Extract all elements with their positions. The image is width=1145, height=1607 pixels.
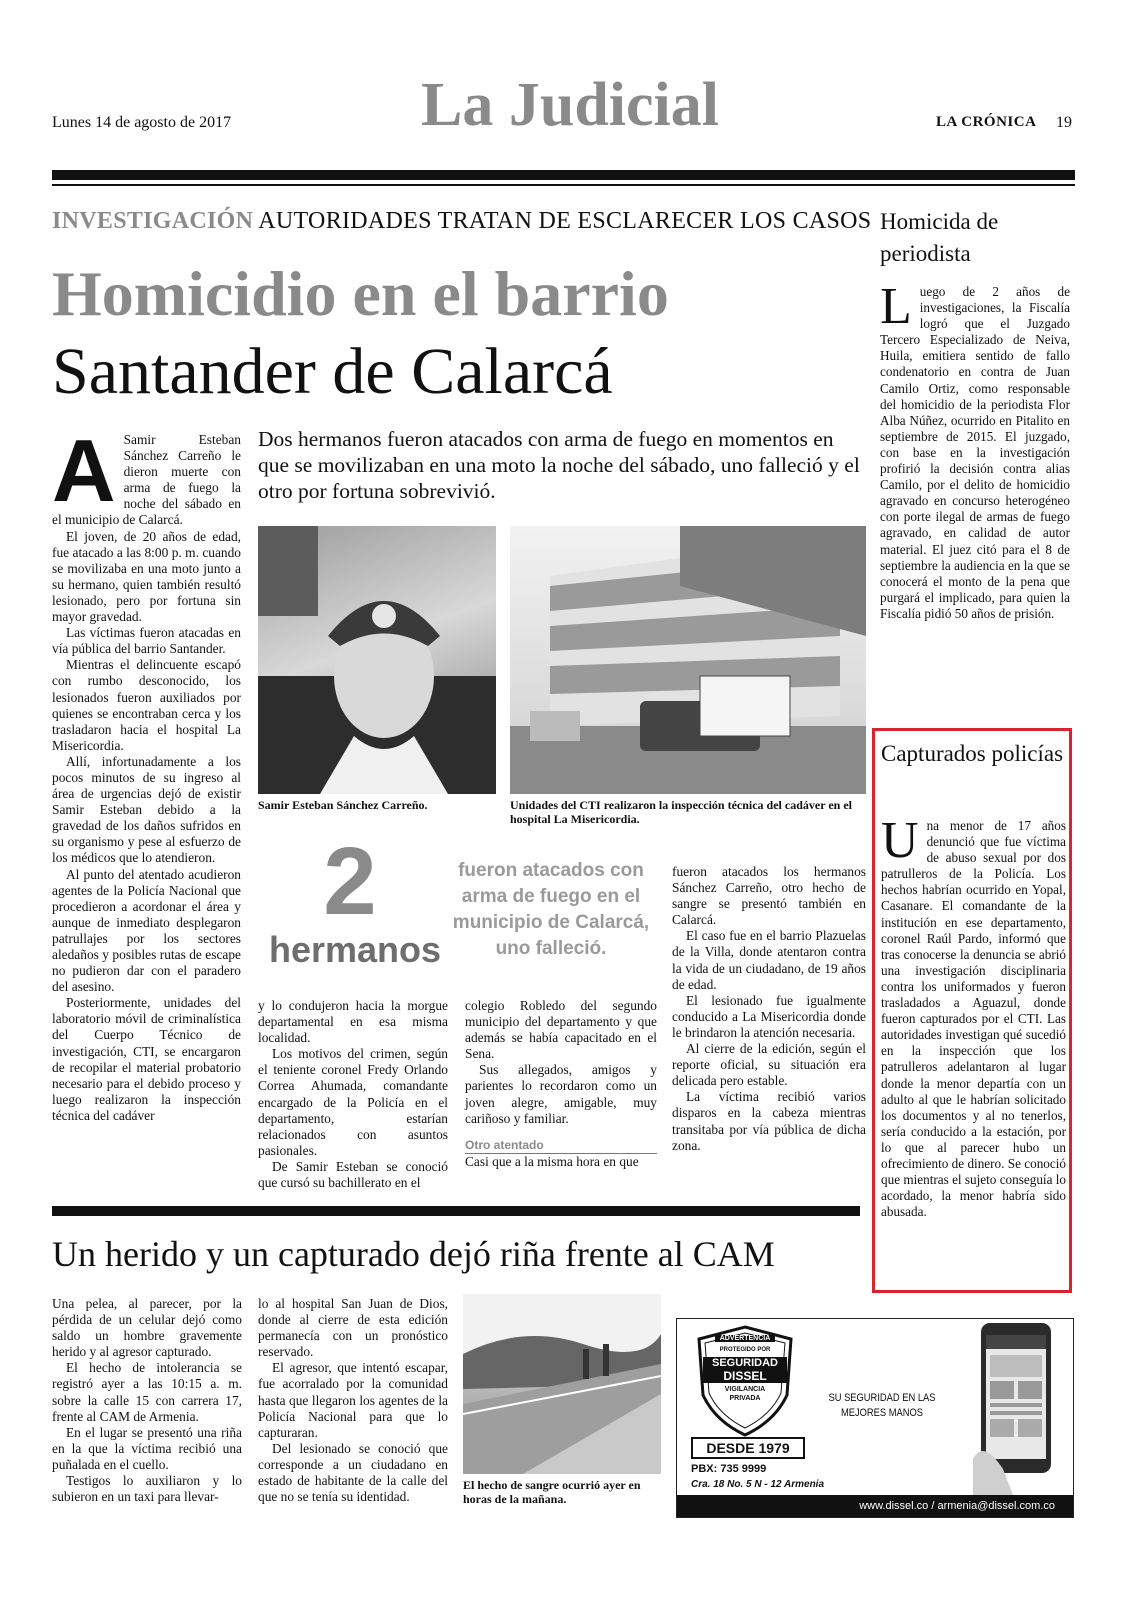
photo-caption: Unidades del CTI realizaron la inspección técnica del cadáver en el hospital La Misericordia. xyxy=(510,798,852,826)
paragraph: Del lesionado se conoció que corresponde a un ciudadano en estado de habitante de la calle del que no se tenía su identidad. xyxy=(258,1440,448,1505)
dropcap: A xyxy=(52,421,116,520)
paragraph: Testigos lo auxiliaron y lo subieron en un taxi para llevar- xyxy=(52,1473,242,1505)
header-rule-thin xyxy=(52,184,1075,186)
kicker-text: AUTORIDADES TRATAN DE ESCLARECER LOS CASOS xyxy=(258,208,872,234)
stat-text: fueron atacados con arma de fuego en el municipio de Calarcá, uno falleció. xyxy=(452,860,650,959)
phone-illustration xyxy=(973,1319,1059,1495)
article-lead: Dos hermanos fueron atacados con arma de fuego en momentos en que se movilizaban en una moto la noche del sábado, uno falleció y el otro por fortuna sobrevivió. xyxy=(258,427,860,503)
fight-scene-photo xyxy=(463,1294,661,1474)
paragraph: El lesionado fue igualmente conducido a La Misericordia donde le brindaron la atención necesaria. xyxy=(672,992,866,1040)
bottom-column-2 xyxy=(258,1296,448,1505)
sidebar-title: Homicida de periodista xyxy=(880,209,999,266)
victim-photo xyxy=(258,526,496,794)
ad-pbx: PBX: 735 9999 xyxy=(691,1463,767,1475)
paragraph: Los motivos del crimen, según el teniente coronel Fredy Orlando Correa Ahumada, comandante encargado de la Policía en el departamento, estarían relacionados con asuntos pasionales. xyxy=(258,1046,448,1158)
paragraph: Al punto del atentado acudieron agentes de la Policía Nacional que procedieron a acordonar el área y aunque de inmediato desplegaron patrullajes por los sectores aledaños y posibles rutas de escape no pudieron dar con el paradero del asesino. xyxy=(52,866,241,995)
headline-line1: Homicidio en el barrio xyxy=(52,258,669,329)
paragraph: Casi que a la misma hora en que xyxy=(465,1153,639,1169)
paragraph: Una pelea, al parecer, por la pérdida de un celular dejó como saldo un hombre gravemente herido y al agresor capturado. xyxy=(52,1296,242,1360)
paragraph: Sus allegados, amigos y parientes lo recordaron como un joven alegre, amigable, muy cariñoso y familiar. xyxy=(465,1062,657,1126)
article-column-4 xyxy=(672,864,866,1154)
victim-photo-illustration xyxy=(258,526,496,794)
sidebar-title: Capturados policías xyxy=(881,741,1064,766)
subheading: Otro atentado xyxy=(465,1137,657,1154)
header-rule-thick xyxy=(52,170,1075,180)
issue-date: Lunes 14 de agosto de 2017 xyxy=(52,114,232,131)
hospital-photo-illustration xyxy=(510,526,866,794)
paragraph: Al cierre de la edición, según el reporte oficial, su situación era delicada pero estable. xyxy=(672,1041,866,1089)
ad-footer-link[interactable]: www.dissel.co / armenia@dissel.com.co xyxy=(677,1495,1073,1517)
paragraph: La víctima recibió varios disparos en la cabeza mientras transitaba por vía pública de dicha zona. xyxy=(672,1089,866,1153)
newspaper-name: LA CRÓNICA xyxy=(936,114,1037,130)
paragraph: De Samir Esteban se conoció que cursó su bachillerato en el xyxy=(258,1158,448,1191)
badge-year: DESDE 1979 xyxy=(691,1437,805,1459)
badge-top: ADVERTENCIA xyxy=(715,1335,775,1342)
bottom-headline: Un herido y un capturado dejó riña frente al CAM xyxy=(52,1234,775,1274)
advertisement[interactable] xyxy=(676,1318,1074,1518)
stat-number: 2 xyxy=(323,828,377,935)
stat-word: hermanos xyxy=(268,929,442,970)
badge-sub: VIGILANCIA PRIVADA xyxy=(724,1386,766,1402)
paragraph: El joven, de 20 años de edad, fue atacado a las 8:00 p. m. cuando se movilizaba en una moto junto a su hermano, quien también resultó lesionado, pero por fortuna sin mayor gravedad. xyxy=(52,528,241,625)
article-column-1 xyxy=(52,421,241,1124)
paragraph: Samir Esteban Sánchez Carreño le dieron muerte con arma de fuego la noche del sábado en el municipio de Calarcá. xyxy=(52,432,241,528)
slogan-line1: SU SEGURIDAD EN LAS xyxy=(828,1392,936,1404)
dropcap: U xyxy=(881,812,919,869)
paragraph: Posteriormente, unidades del laboratorio móvil de criminalística del Cuerpo Técnico de investigación, CTI, se encargaron de recopilar el material probatorio necesario para el debido proceso y luego realizaron la inspección técnica del cadáver xyxy=(52,995,241,1123)
badge-protected: PROTEGIDO POR xyxy=(719,1347,771,1353)
sidebar-capturados xyxy=(881,812,1066,1220)
photo-caption: Samir Esteban Sánchez Carreño. xyxy=(258,798,428,812)
paragraph: En el lugar se presentó una riña en la que la víctima recibió una puñalada en el cuello. xyxy=(52,1424,242,1472)
slogan-line2: MEJORES MANOS xyxy=(840,1407,924,1419)
fight-scene-illustration xyxy=(463,1294,661,1474)
section-title: La Judicial xyxy=(420,71,719,139)
ad-address: Cra. 18 No. 5 N - 12 Armenia xyxy=(691,1479,825,1490)
paragraph: y lo condujeron hacia la morgue departamental en esa misma localidad. xyxy=(258,998,448,1046)
paragraph: Mientras el delincuente escapó con rumbo desconocido, los lesionados fueron auxiliados por quienes se encontraban cerca y los trasladaron hacia el hospital La Misericordia. xyxy=(52,657,241,753)
paragraph: fueron atacados los hermanos Sánchez Carreño, otro hecho de sangre se presentó también en Calarcá. xyxy=(672,864,866,928)
paragraph: El caso fue en el barrio Plazuelas de la Villa, donde atentaron contra la vida de un ciudadano, de 19 años de edad. xyxy=(672,928,866,992)
sidebar-homicida xyxy=(880,278,1070,622)
paragraph: Las víctimas fueron atacadas en vía pública del barrio Santander. xyxy=(52,625,241,657)
paragraph: colegio Robledo del segundo municipio del departamento y que además se había capacitado en el Sena. xyxy=(465,998,657,1062)
badge-name2: DISSEL xyxy=(703,1370,787,1383)
page-number: 19 xyxy=(1056,114,1072,131)
article-column-2 xyxy=(258,998,448,1191)
paragraph: lo al hospital San Juan de Dios, donde al cierre de esta edición permanecía con un pronóstico reservado. xyxy=(258,1296,448,1360)
paragraph: na menor de 17 años denunció que fue víctima de abuso sexual por dos patrulleros de la Policía. Los hechos habrían ocurrido en Yopal, Casanare. El comandante de la institución en ese departamento, coronel Raúl Pardo, informó que tras conocerse la denuncia se abrió una investigación disciplinaria contra los uniformados y fueron trasladados a Aguazul, donde fueron capturados por el CTI. Las autoridades investigan qué sucedió en la inspección que los patrulleros adelantaron al lugar donde la menor departía con un adulto al que le habrían solicitado los documentos y al no tenerlos, sería conducido a la estación, por lo que al parecer hubo un ofrecimiento de dinero. Se conoció que mientras el sujeto conseguía lo acordado, la menor habría sido abusada. xyxy=(881,818,1066,1220)
article-kicker xyxy=(52,208,872,235)
article-column-3 xyxy=(465,998,657,1170)
dropcap: L xyxy=(880,278,912,335)
paragraph: El hecho de intolerancia se registró ayer a las 10:15 a. m. sobre la calle 15 con carrera 17, frente al CAM de Armenia. xyxy=(52,1360,242,1424)
section-rule xyxy=(52,1206,860,1216)
photo-caption: El hecho de sangre ocurrió ayer en horas de la mañana. xyxy=(463,1478,641,1506)
badge-name1: SEGURIDAD xyxy=(703,1357,787,1370)
kicker-label: INVESTIGACIÓN xyxy=(52,208,254,234)
headline-line2: Santander de Calarcá xyxy=(52,335,613,408)
paragraph: Allí, infortunadamente a los pocos minutos de su ingreso al área de urgencias dejó de existir Samir Esteban debido a la gravedad de los daños sufridos en su organismo y pese al esfuerzo de los médicos que lo atendieron. xyxy=(52,753,241,866)
paragraph: uego de 2 años de investigaciones, la Fiscalía logró que el Juzgado Tercero Especializado de Neiva, Huila, emitiera sentido de fallo condenatorio en contra de Juan Camilo Ortiz, como responsable del homicidio de la periodista Flor Alba Núñez, ocurrido en Pitalito en septiembre de 2015. El juzgado, con base en la investigación profirió la decisión contra alias Camilo, por el delito de homicidio agravado en concurso heterogéneo con porte ilegal de armas de fuego agravado, en calidad de autor material. El juez citó para el 8 de septiembre la audiencia en la que se conocerá el monto de la pena que purgará el implicado, para quien la Fiscalía pidió 50 años de prisión. xyxy=(880,284,1070,621)
bottom-column-1 xyxy=(52,1296,242,1505)
paragraph: El agresor, que intentó escapar, fue acorralado por la comunidad hasta que llegaron los agentes de la Policía Nacional para que lo capturaran. xyxy=(258,1360,448,1440)
phone-icon xyxy=(973,1319,1059,1495)
hospital-photo xyxy=(510,526,866,794)
security-badge xyxy=(695,1325,795,1437)
ad-slogan xyxy=(818,1391,946,1421)
